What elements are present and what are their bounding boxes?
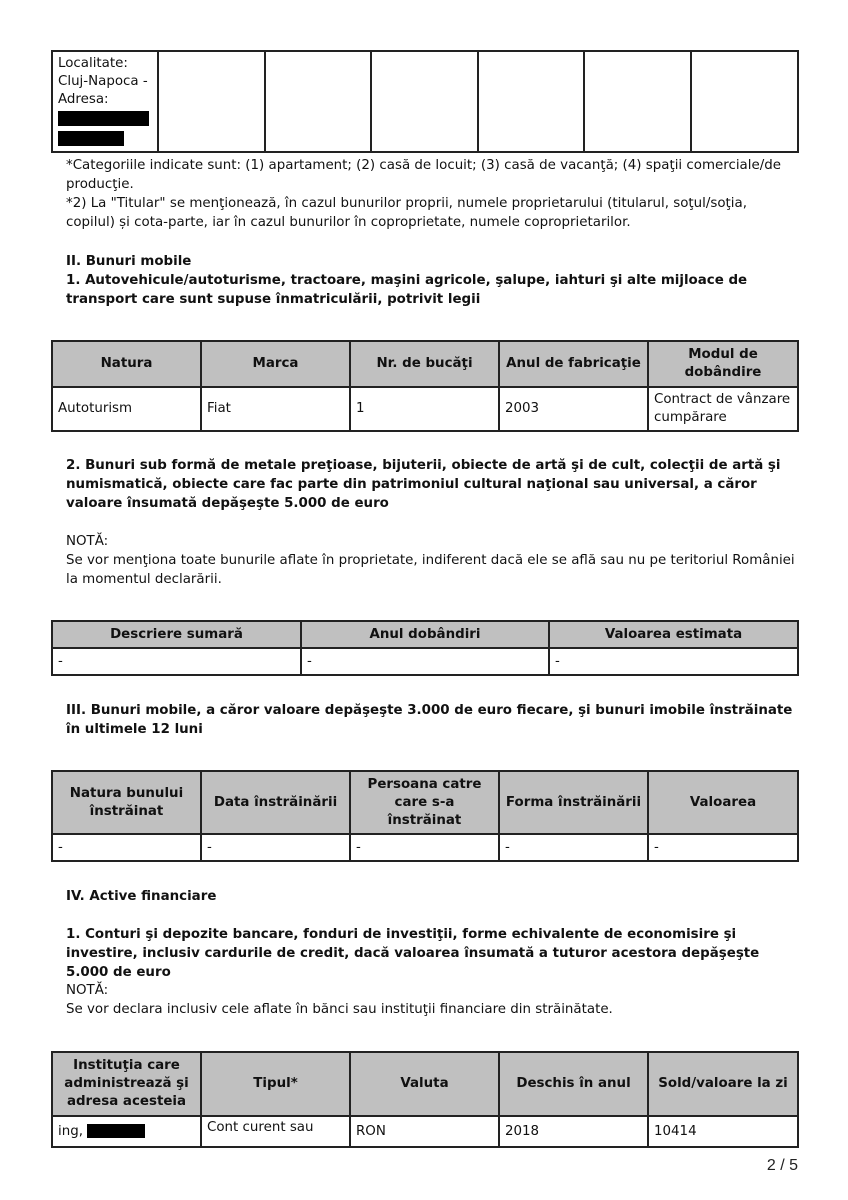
column-header: Deschis în anul [499, 1052, 648, 1116]
column-header: Natura bunului înstrăinat [52, 771, 201, 834]
nota-text: Se vor declara inclusiv cele aflate în bănci sau instituţii financiare din străinătate. [66, 1002, 613, 1017]
column-header: Modul de dobândire [648, 341, 798, 387]
table-row [52, 387, 798, 431]
column-header: Natura [52, 341, 201, 387]
table-cell [158, 51, 265, 152]
table-cell: 2003 [499, 387, 648, 431]
section-2-heading-block [51, 252, 799, 309]
table-cell: - [499, 834, 648, 861]
page-number: 2 / 5 [766, 1157, 798, 1174]
table-cell [478, 51, 584, 152]
section-4-nota [51, 981, 799, 1019]
section-4-heading-block [51, 887, 799, 906]
column-header: Valoarea [648, 771, 798, 834]
column-header: Sold/valoare la zi [648, 1052, 798, 1116]
table-cell: - [201, 834, 350, 861]
imobile-notes [51, 156, 799, 232]
table-header-row [52, 1052, 798, 1116]
section-3-heading-block [51, 701, 799, 739]
section-2-sub1: 1. Autovehicule/autoturisme, tractoare, maşini agricole, şalupe, iahturi şi alte mijloace de transport care sunt supuse înmatriculării, potrivit legii [66, 273, 748, 307]
section-2-heading: II. Bunuri mobile [66, 254, 192, 269]
nota-label: NOTĂ: [66, 983, 109, 998]
column-header: Nr. de bucăţi [350, 341, 499, 387]
table-cell [371, 51, 478, 152]
column-header: Descriere sumară [52, 621, 301, 648]
instrainate-table [51, 770, 799, 862]
nota-label: NOTĂ: [66, 534, 109, 549]
titular-note: *2) La "Titular" se menţionează, în cazul bunurilor proprii, numele proprietarului (titularul, soţul/soţia, copilul) și cota-parte, iar în cazul bunurilor în coproprietate, numele coproprietarilor. [66, 196, 747, 230]
table-header-row [52, 771, 798, 834]
table-cell: - [301, 648, 549, 675]
column-header: Persoana catre care s-a înstrăinat [350, 771, 499, 834]
table-cell: Contract de vânzare cumpărare [648, 387, 798, 431]
column-header: Instituţia care administrează şi adresa acesteia [52, 1052, 201, 1116]
redacted-institutie-address [87, 1124, 145, 1138]
table-cell: Fiat [201, 387, 350, 431]
categorii-note: *Categoriile indicate sunt: (1) apartament; (2) casă de locuit; (3) casă de vacanţă; (4) spaţii comerciale/de producţie. [66, 158, 781, 192]
table-header-row [52, 621, 798, 648]
table-cell: - [52, 648, 301, 675]
redacted-address-2 [58, 131, 124, 146]
adresa-label: Adresa: [58, 92, 109, 107]
redacted-address-1 [58, 111, 149, 126]
column-header: Data înstrăinării [201, 771, 350, 834]
section-2-sub2-block [51, 456, 799, 513]
table-cell: Autoturism [52, 387, 201, 431]
nota-text: Se vor menţiona toate bunurile aflate în proprietate, indiferent dacă ele se află sau nu pe teritoriul României la momentul declarării. [66, 553, 795, 587]
section-4-sub1-block [51, 925, 799, 982]
column-header: Valoarea estimata [549, 621, 798, 648]
conturi-table [51, 1051, 799, 1148]
table-cell [691, 51, 798, 152]
table-row [52, 648, 798, 675]
autovehicule-table [51, 340, 799, 432]
table-cell: - [350, 834, 499, 861]
table-row [52, 834, 798, 861]
table-cell: RON [350, 1116, 499, 1147]
locatie-city: Cluj-Napoca - [58, 74, 148, 89]
section-2-nota [51, 532, 799, 589]
table-cell: Cont curent sau [201, 1116, 350, 1147]
section-4-sub1: 1. Conturi şi depozite bancare, fonduri de investiţii, forme echivalente de economisire şi investire, inclusiv cardurile de credit, dacă valoarea însumată a tuturor acestora depăşeşte 5.000 de euro [66, 927, 760, 980]
locatie-label: Localitate: [58, 56, 128, 71]
column-header: Marca [201, 341, 350, 387]
section-3-heading: III. Bunuri mobile, a căror valoare depăşeşte 3.000 de euro fiecare, şi bunuri imobile înstrăinate în ultimele 12 luni [66, 703, 793, 737]
table-header-row [52, 341, 798, 387]
table-cell: - [52, 834, 201, 861]
bunuri-pretioase-table [51, 620, 799, 676]
imobile-table-tail [51, 50, 799, 153]
section-2-sub2: 2. Bunuri sub formă de metale preţioase, bijuterii, obiecte de artă şi de cult, colecţii de artă şi numismatică, obiecte care fac parte din patrimoniul cultural naţional sau universal, a căror valoare însumată depăşeşte 5.000 de euro [66, 458, 781, 511]
column-header: Forma înstrăinării [499, 771, 648, 834]
column-header: Anul de fabricaţie [499, 341, 648, 387]
table-cell: - [648, 834, 798, 861]
column-header: Anul dobândiri [301, 621, 549, 648]
institutie-cell [52, 1116, 201, 1147]
table-cell [584, 51, 691, 152]
table-row [52, 51, 798, 152]
table-row [52, 1116, 798, 1147]
column-header: Tipul* [201, 1052, 350, 1116]
table-cell [265, 51, 371, 152]
locatie-cell [52, 51, 158, 152]
table-cell: 2018 [499, 1116, 648, 1147]
table-cell: 10414 [648, 1116, 798, 1147]
table-cell: - [549, 648, 798, 675]
institutie-name: ing, [58, 1123, 83, 1139]
column-header: Valuta [350, 1052, 499, 1116]
section-4-heading: IV. Active financiare [66, 889, 217, 904]
table-cell: 1 [350, 387, 499, 431]
